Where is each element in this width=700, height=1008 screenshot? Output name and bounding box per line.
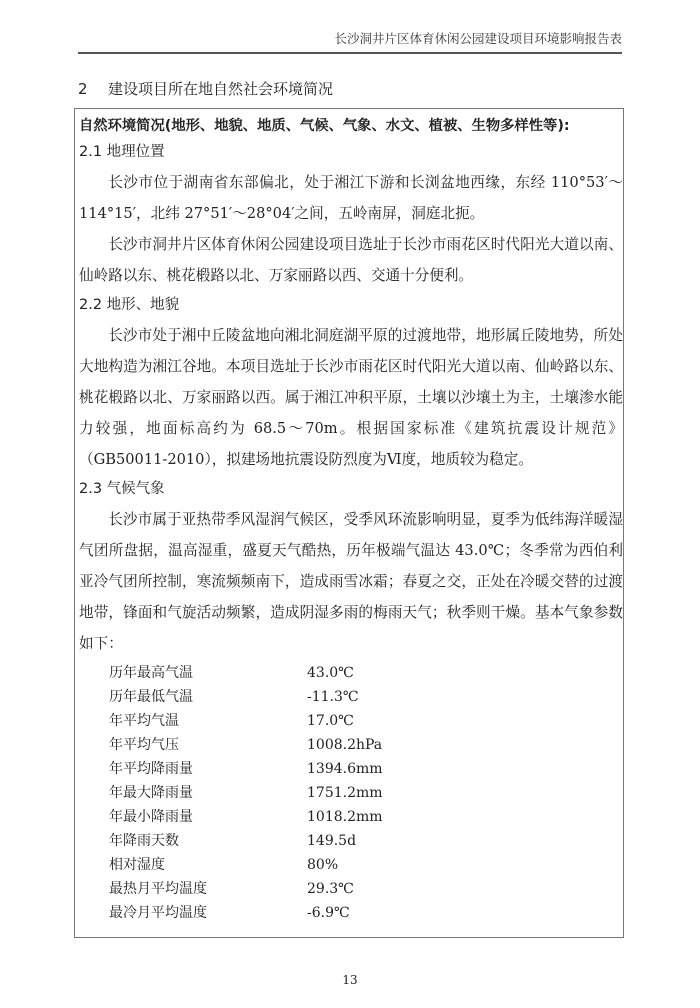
climate-param-row xyxy=(79,733,623,757)
climate-params-list xyxy=(79,661,623,925)
param-value: 1394.6mm xyxy=(307,761,383,777)
param-label: 最热月平均温度 xyxy=(109,881,207,897)
param-label: 年最小降雨量 xyxy=(109,809,193,825)
param-value: 1018.2mm xyxy=(307,809,383,825)
climate-param-row xyxy=(79,757,623,781)
param-label: 年最大降雨量 xyxy=(109,785,193,801)
subsection-2-2-title: 2.2 地形、地貌 xyxy=(79,297,180,313)
param-label: 历年最低气温 xyxy=(109,689,193,705)
param-value: 43.0℃ xyxy=(307,665,354,681)
param-label: 历年最高气温 xyxy=(109,665,193,681)
header-rule xyxy=(78,52,622,54)
subsection-2-1-title: 2.1 地理位置 xyxy=(79,144,165,160)
paragraph-location-2: 长沙市洞井片区体育休闲公园建设项目选址于长沙市雨花区时代阳光大道以南、仙岭路以东、桃花椴路以北、万家丽路以西、交通十分便利。 xyxy=(79,236,623,284)
param-value: -11.3℃ xyxy=(307,689,359,705)
param-label: 年平均降雨量 xyxy=(109,761,193,777)
paragraph-terrain: 长沙市处于湘中丘陵盆地向湘北洞庭湖平原的过渡地带，地形属丘陵地势，所处大地构造为湘江谷地。本项目选址于长沙市雨花区时代阳光大道以南、仙岭路以东、桃花椴路以北、万家丽路以西。属于湘江冲积平原，土壤以沙壤土为主，土壤渗水能力较强，地面标高约为 68.5～70m。根据国家标准《建筑抗震设计规范》（GB50011-2010），拟建场地抗震设防烈度为Ⅵ度，地质较为稳定。 xyxy=(79,327,623,468)
param-label: 相对湿度 xyxy=(109,857,165,873)
param-value: 1008.2hPa xyxy=(307,737,383,753)
climate-param-row xyxy=(79,805,623,829)
box-heading: 自然环境简况(地形、地貌、地质、气候、气象、水文、植被、生物多样性等): xyxy=(79,118,570,134)
climate-param-row xyxy=(79,853,623,877)
running-header: 长沙洞井片区体育休闲公园建设项目环境影响报告表 xyxy=(334,31,622,46)
param-value: 1751.2mm xyxy=(307,785,383,801)
param-label: 最冷月平均温度 xyxy=(109,905,207,921)
section-title xyxy=(78,78,700,100)
page-number: 13 xyxy=(342,973,358,987)
param-value: 80% xyxy=(307,857,339,873)
section-title-text: 建设项目所在地自然社会环境简况 xyxy=(108,80,334,98)
section-number: 2 xyxy=(78,80,88,98)
climate-param-row xyxy=(79,709,623,733)
climate-param-row xyxy=(79,877,623,901)
param-label: 年平均气压 xyxy=(109,737,179,753)
climate-param-row xyxy=(79,829,623,853)
param-value: 149.5d xyxy=(307,833,357,849)
paragraph-climate: 长沙市属于亚热带季风湿润气候区，受季风环流影响明显，夏季为低纬海洋暖湿气团所盘据，温高湿重，盛夏天气酷热，历年极端气温达 43.0℃；冬季常为西伯利亚冷气团所控制，寒流频频南下，造成雨雪冰霜；春夏之交，正处在冷暖交替的过渡地带，锋面和气旋活动频繁，造成阴湿多雨的梅雨天气；秋季则干燥。基本气象参数如下： xyxy=(79,511,623,652)
climate-param-row xyxy=(79,685,623,709)
paragraph-location-1: 长沙市位于湖南省东部偏北，处于湘江下游和长浏盆地西缘，东经 110°53′～114°15′，北纬 27°51′～28°04′之间，五岭南屏，洞庭北扼。 xyxy=(79,174,623,222)
param-value: 17.0℃ xyxy=(307,713,354,729)
environment-box xyxy=(74,108,624,938)
climate-param-row xyxy=(79,781,623,805)
param-label: 年降雨天数 xyxy=(109,833,179,849)
climate-param-row xyxy=(79,661,623,685)
param-label: 年平均气温 xyxy=(109,713,179,729)
param-value: -6.9℃ xyxy=(307,905,350,921)
subsection-2-3-title: 2.3 气候气象 xyxy=(79,481,165,497)
climate-param-row xyxy=(79,901,623,925)
param-value: 29.3℃ xyxy=(307,881,354,897)
